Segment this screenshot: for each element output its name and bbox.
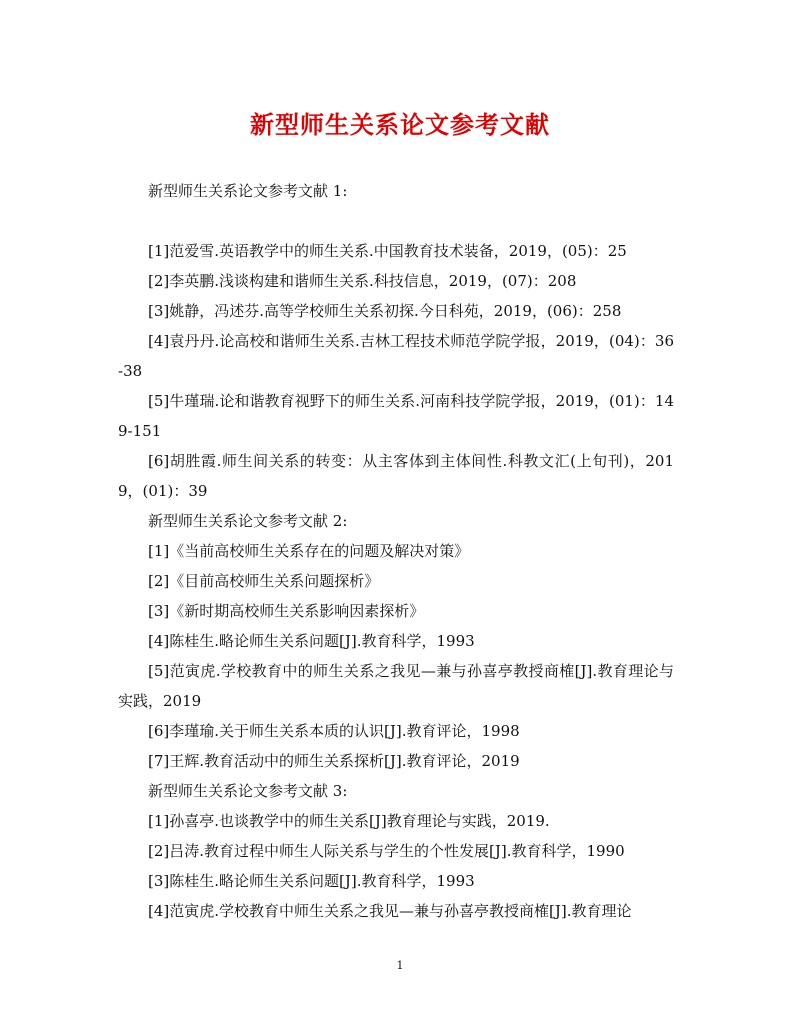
document-title: 新型师生关系论文参考文献 <box>250 110 550 139</box>
reference-item: [6]胡胜霞.师生间关系的转变：从主客体到主体间性.科教文汇(上旬刊)，2019，(01)：39 <box>118 452 674 500</box>
section-heading: 新型师生关系论文参考文献 1: <box>148 182 348 200</box>
section-heading: 新型师生关系论文参考文献 3: <box>148 782 348 800</box>
reference-item: [2]吕涛.教育过程中师生人际关系与学生的个性发展[J].教育科学，1990 <box>148 842 625 860</box>
reference-item: [2]《目前高校师生关系问题探析》 <box>148 572 380 590</box>
document-body <box>118 176 674 926</box>
reference-item: [4]范寅虎.学校教育中师生关系之我见—兼与孙喜亭教授商榷[J].教育理论 <box>148 902 632 920</box>
reference-item: [3]姚静，冯述芬.高等学校师生关系初探.今日科苑，2019，(06)：258 <box>148 302 622 320</box>
reference-item: [7]王辉.教育活动中的师生关系探析[J].教育评论，2019 <box>148 752 520 770</box>
reference-item: [3]陈桂生.略论师生关系问题[J].教育科学，1993 <box>148 872 475 890</box>
reference-item: [1]范爱雪.英语教学中的师生关系.中国教育技术装备，2019，(05)：25 <box>148 242 627 260</box>
reference-item: [3]《新时期高校师生关系影响因素探析》 <box>148 602 425 620</box>
reference-item: [1]孙喜亭.也谈教学中的师生关系[J]教育理论与实践，2019. <box>148 812 550 830</box>
page-number: 1 <box>396 959 404 972</box>
reference-item: [6]李瑾瑜.关于师生关系本质的认识[J].教育评论，1998 <box>148 722 520 740</box>
reference-item: [1]《当前高校师生关系存在的问题及解决对策》 <box>148 542 470 560</box>
reference-item: [4]陈桂生.略论师生关系问题[J].教育科学，1993 <box>148 632 475 650</box>
reference-item: [5]牛瑾瑞.论和谐教育视野下的师生关系.河南科技学院学报，2019，(01)：149-151 <box>118 392 674 440</box>
reference-item: [4]袁丹丹.论高校和谐师生关系.吉林工程技术师范学院学报，2019，(04)：36-38 <box>118 332 674 380</box>
section-heading: 新型师生关系论文参考文献 2: <box>148 512 348 530</box>
reference-item: [2]李英鹏.浅谈构建和谐师生关系.科技信息，2019，(07)：208 <box>148 272 577 290</box>
reference-item: [5]范寅虎.学校教育中的师生关系之我见—兼与孙喜亭教授商榷[J].教育理论与实践，2019 <box>118 662 674 710</box>
